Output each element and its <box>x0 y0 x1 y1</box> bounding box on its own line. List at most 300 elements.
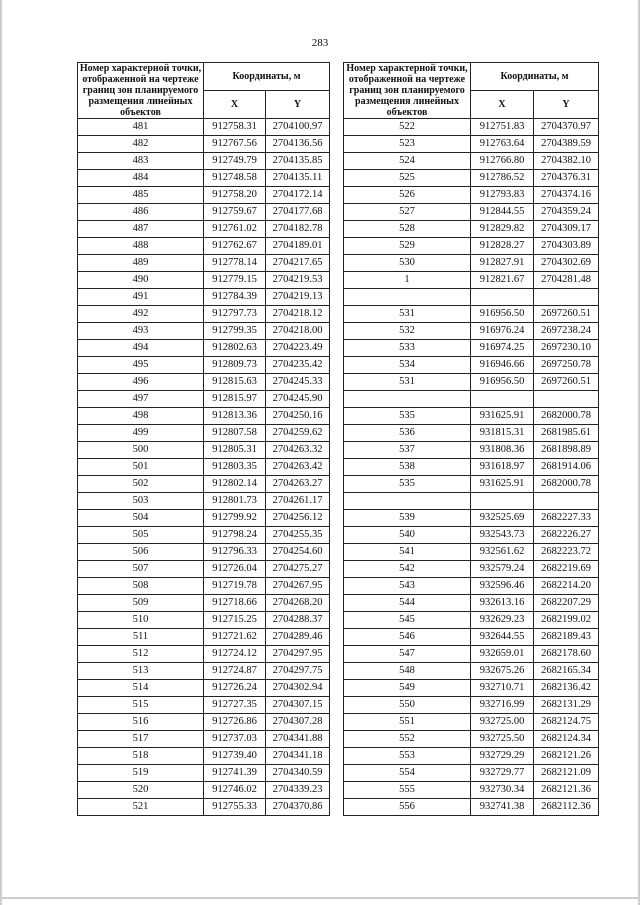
point-number-header: Номер характерной точки, отображенной на чертеже границ зон планируемого размещения линейных объектов <box>78 63 204 119</box>
table-row <box>344 187 599 204</box>
point-number-cell: 505 <box>78 527 204 544</box>
point-number-cell: 537 <box>344 442 471 459</box>
y-coordinate-cell: 2704100.97 <box>266 119 330 136</box>
y-coordinate-cell: 2704302.69 <box>534 255 599 272</box>
table-row <box>344 697 599 714</box>
point-number-cell: 520 <box>78 782 204 799</box>
y-coordinate-cell: 2704297.95 <box>266 646 330 663</box>
table-row <box>344 442 599 459</box>
y-coordinate-cell: 2704307.15 <box>266 697 330 714</box>
x-coordinate-cell: 912746.02 <box>204 782 266 799</box>
point-number-cell: 509 <box>78 595 204 612</box>
x-coordinate-cell: 912719.78 <box>204 578 266 595</box>
x-coordinate-cell: 932644.55 <box>471 629 534 646</box>
table-row <box>344 204 599 221</box>
table-row <box>344 408 599 425</box>
point-number-cell: 493 <box>78 323 204 340</box>
y-coordinate-cell: 2704219.53 <box>266 272 330 289</box>
x-coordinate-cell: 912715.25 <box>204 612 266 629</box>
point-number-cell <box>344 391 471 408</box>
y-coordinate-cell: 2704235.42 <box>266 357 330 374</box>
point-number-cell: 539 <box>344 510 471 527</box>
x-coordinate-cell: 912718.66 <box>204 595 266 612</box>
y-coordinate-cell: 2697230.10 <box>534 340 599 357</box>
y-coordinate-cell: 2704255.35 <box>266 527 330 544</box>
x-coordinate-cell: 931815.31 <box>471 425 534 442</box>
table-row <box>344 510 599 527</box>
x-coordinate-cell: 912828.27 <box>471 238 534 255</box>
y-coordinate-cell: 2704382.10 <box>534 153 599 170</box>
point-number-cell: 514 <box>78 680 204 697</box>
table-row <box>344 153 599 170</box>
x-coordinate-cell: 912751.83 <box>471 119 534 136</box>
table-row <box>78 646 330 663</box>
point-number-cell: 531 <box>344 306 471 323</box>
y-coordinate-cell: 2704245.90 <box>266 391 330 408</box>
table-row <box>78 544 330 561</box>
point-number-cell: 554 <box>344 765 471 782</box>
x-coordinate-cell: 912726.04 <box>204 561 266 578</box>
x-coordinate-cell: 912762.67 <box>204 238 266 255</box>
point-number-cell: 535 <box>344 476 471 493</box>
table-row <box>78 731 330 748</box>
x-coordinate-cell: 912821.67 <box>471 272 534 289</box>
x-coordinate-cell: 912759.67 <box>204 204 266 221</box>
table-row <box>78 204 330 221</box>
x-coordinate-cell <box>471 289 534 306</box>
x-coordinate-cell: 912793.83 <box>471 187 534 204</box>
point-number-cell: 546 <box>344 629 471 646</box>
y-coordinate-cell: 2682112.36 <box>534 799 599 816</box>
y-coordinate-cell: 2697250.78 <box>534 357 599 374</box>
x-coordinate-cell: 931625.91 <box>471 476 534 493</box>
table-row <box>78 238 330 255</box>
point-number-cell: 533 <box>344 340 471 357</box>
point-number-cell: 526 <box>344 187 471 204</box>
point-number-cell: 492 <box>78 306 204 323</box>
y-coordinate-cell: 2704263.42 <box>266 459 330 476</box>
table-row <box>344 221 599 238</box>
table-row <box>344 170 599 187</box>
point-number-cell: 483 <box>78 153 204 170</box>
point-number-cell: 495 <box>78 357 204 374</box>
point-number-cell: 545 <box>344 612 471 629</box>
x-coordinate-cell: 912799.92 <box>204 510 266 527</box>
y-coordinate-cell: 2704370.86 <box>266 799 330 816</box>
table-row <box>78 391 330 408</box>
x-coordinate-cell: 912767.56 <box>204 136 266 153</box>
point-number-header: Номер характерной точки, отображенной на чертеже границ зон планируемого размещения линейных объектов <box>344 63 471 119</box>
y-coordinate-cell: 2704189.01 <box>266 238 330 255</box>
point-number-cell: 485 <box>78 187 204 204</box>
point-number-cell: 540 <box>344 527 471 544</box>
x-coordinate-cell: 912726.86 <box>204 714 266 731</box>
table-row <box>78 323 330 340</box>
point-number-cell: 500 <box>78 442 204 459</box>
y-coordinate-cell: 2682207.29 <box>534 595 599 612</box>
table-row <box>344 527 599 544</box>
table-row <box>78 119 330 136</box>
point-number-cell: 556 <box>344 799 471 816</box>
y-coordinate-cell: 2704217.65 <box>266 255 330 272</box>
y-coordinate-cell: 2704256.12 <box>266 510 330 527</box>
table-row <box>344 476 599 493</box>
point-number-cell: 531 <box>344 374 471 391</box>
point-number-cell: 543 <box>344 578 471 595</box>
y-coordinate-cell: 2704374.16 <box>534 187 599 204</box>
x-coordinate-cell: 912755.33 <box>204 799 266 816</box>
point-number-cell: 552 <box>344 731 471 748</box>
y-coordinate-cell: 2704341.88 <box>266 731 330 748</box>
table-row <box>78 187 330 204</box>
y-coordinate-cell: 2704218.00 <box>266 323 330 340</box>
table-row <box>344 646 599 663</box>
y-coordinate-cell: 2704302.94 <box>266 680 330 697</box>
y-coordinate-cell: 2704359.24 <box>534 204 599 221</box>
x-coordinate-cell: 912748.58 <box>204 170 266 187</box>
y-coordinate-cell: 2682178.60 <box>534 646 599 663</box>
point-number-cell: 528 <box>344 221 471 238</box>
x-coordinate-cell: 912724.12 <box>204 646 266 663</box>
table-body-left <box>78 119 330 816</box>
table-row <box>78 629 330 646</box>
table-row <box>344 748 599 765</box>
point-number-cell: 541 <box>344 544 471 561</box>
y-coordinate-cell: 2682227.33 <box>534 510 599 527</box>
y-coordinate-cell: 2704340.59 <box>266 765 330 782</box>
y-coordinate-cell: 2704223.49 <box>266 340 330 357</box>
point-number-cell: 519 <box>78 765 204 782</box>
table-row <box>344 425 599 442</box>
x-coordinate-cell: 912827.91 <box>471 255 534 272</box>
table-row <box>78 170 330 187</box>
table-row <box>344 255 599 272</box>
table-row <box>344 799 599 816</box>
x-coordinate-cell: 912798.24 <box>204 527 266 544</box>
x-coordinate-cell: 932525.69 <box>471 510 534 527</box>
y-coordinate-cell: 2682214.20 <box>534 578 599 595</box>
point-number-cell: 529 <box>344 238 471 255</box>
x-coordinate-cell: 916946.66 <box>471 357 534 374</box>
table-row <box>344 765 599 782</box>
point-number-cell: 482 <box>78 136 204 153</box>
point-number-cell: 553 <box>344 748 471 765</box>
x-coordinate-cell: 912807.58 <box>204 425 266 442</box>
table-row <box>78 459 330 476</box>
x-coordinate-cell: 932725.00 <box>471 714 534 731</box>
table-row <box>344 578 599 595</box>
x-coordinate-cell: 932729.29 <box>471 748 534 765</box>
table-row <box>78 442 330 459</box>
y-coordinate-cell: 2697238.24 <box>534 323 599 340</box>
y-coordinate-cell: 2704389.59 <box>534 136 599 153</box>
point-number-cell: 532 <box>344 323 471 340</box>
x-coordinate-cell: 912779.15 <box>204 272 266 289</box>
point-number-cell: 504 <box>78 510 204 527</box>
y-coordinate-cell: 2704376.31 <box>534 170 599 187</box>
x-coordinate-cell: 912778.14 <box>204 255 266 272</box>
point-number-cell: 481 <box>78 119 204 136</box>
table-row <box>344 629 599 646</box>
point-number-cell: 549 <box>344 680 471 697</box>
point-number-cell: 512 <box>78 646 204 663</box>
table-row <box>78 425 330 442</box>
y-coordinate-cell: 2682136.42 <box>534 680 599 697</box>
y-coordinate-cell: 2682219.69 <box>534 561 599 578</box>
table-row <box>344 544 599 561</box>
table-row <box>344 493 599 510</box>
y-coordinate-cell: 2682223.72 <box>534 544 599 561</box>
point-number-cell <box>344 493 471 510</box>
point-number-cell: 496 <box>78 374 204 391</box>
table-row <box>344 663 599 680</box>
point-number-cell: 535 <box>344 408 471 425</box>
x-coordinate-cell: 932716.99 <box>471 697 534 714</box>
y-coordinate-cell: 2704281.48 <box>534 272 599 289</box>
point-number-cell: 548 <box>344 663 471 680</box>
table-row <box>78 527 330 544</box>
y-coordinate-cell: 2704297.75 <box>266 663 330 680</box>
point-number-cell: 507 <box>78 561 204 578</box>
x-coordinate-cell: 932729.77 <box>471 765 534 782</box>
point-number-cell <box>344 289 471 306</box>
point-number-cell: 506 <box>78 544 204 561</box>
table-row <box>78 374 330 391</box>
point-number-cell: 503 <box>78 493 204 510</box>
table-row <box>344 459 599 476</box>
x-coordinate-cell: 916976.24 <box>471 323 534 340</box>
y-coordinate-cell: 2704250.16 <box>266 408 330 425</box>
x-coordinate-cell <box>471 391 534 408</box>
x-coordinate-cell: 912802.14 <box>204 476 266 493</box>
point-number-cell: 521 <box>78 799 204 816</box>
x-coordinate-cell: 932741.38 <box>471 799 534 816</box>
scan-edge-left <box>0 0 3 905</box>
y-coordinate-cell: 2704309.17 <box>534 221 599 238</box>
point-number-cell: 484 <box>78 170 204 187</box>
table-row <box>78 765 330 782</box>
table-row <box>78 153 330 170</box>
table-row <box>344 612 599 629</box>
x-coordinate-cell: 912758.31 <box>204 119 266 136</box>
y-coordinate-cell: 2682199.02 <box>534 612 599 629</box>
y-coordinate-cell: 2682124.34 <box>534 731 599 748</box>
y-coordinate-cell: 2682226.27 <box>534 527 599 544</box>
table-row <box>78 289 330 306</box>
x-coordinate-cell: 916956.50 <box>471 374 534 391</box>
x-coordinate-cell: 932725.50 <box>471 731 534 748</box>
point-number-cell: 516 <box>78 714 204 731</box>
table-row <box>344 731 599 748</box>
y-coordinate-cell: 2682189.43 <box>534 629 599 646</box>
table-row <box>344 238 599 255</box>
point-number-cell: 525 <box>344 170 471 187</box>
point-number-cell: 542 <box>344 561 471 578</box>
point-number-cell: 536 <box>344 425 471 442</box>
y-coordinate-cell: 2704219.13 <box>266 289 330 306</box>
x-coordinate-cell: 932730.34 <box>471 782 534 799</box>
x-coordinate-cell: 912721.62 <box>204 629 266 646</box>
table-row <box>78 782 330 799</box>
table-row <box>78 357 330 374</box>
y-coordinate-cell: 2704370.97 <box>534 119 599 136</box>
y-coordinate-cell: 2704307.28 <box>266 714 330 731</box>
table-row <box>344 272 599 289</box>
point-number-cell: 555 <box>344 782 471 799</box>
table-row <box>78 408 330 425</box>
x-coordinate-cell: 932710.71 <box>471 680 534 697</box>
table-row <box>344 714 599 731</box>
point-number-cell: 487 <box>78 221 204 238</box>
table-row <box>78 578 330 595</box>
table-row <box>78 612 330 629</box>
table-row <box>344 357 599 374</box>
x-coordinate-cell: 931618.97 <box>471 459 534 476</box>
table-row <box>344 306 599 323</box>
x-coordinate-cell: 912763.64 <box>471 136 534 153</box>
x-header: X <box>204 91 266 119</box>
point-number-cell: 538 <box>344 459 471 476</box>
y-coordinate-cell: 2704136.56 <box>266 136 330 153</box>
y-coordinate-cell: 2704263.27 <box>266 476 330 493</box>
table-row <box>78 476 330 493</box>
x-coordinate-cell: 931808.36 <box>471 442 534 459</box>
y-coordinate-cell: 2704259.62 <box>266 425 330 442</box>
y-coordinate-cell: 2682121.26 <box>534 748 599 765</box>
x-coordinate-cell: 932659.01 <box>471 646 534 663</box>
x-coordinate-cell: 912786.52 <box>471 170 534 187</box>
y-coordinate-cell: 2682131.29 <box>534 697 599 714</box>
y-coordinate-cell: 2682121.09 <box>534 765 599 782</box>
point-number-cell: 494 <box>78 340 204 357</box>
x-coordinate-cell: 912796.33 <box>204 544 266 561</box>
y-coordinate-cell <box>534 289 599 306</box>
x-header: X <box>471 91 534 119</box>
y-coordinate-cell <box>534 493 599 510</box>
x-coordinate-cell: 932596.46 <box>471 578 534 595</box>
y-coordinate-cell: 2704182.78 <box>266 221 330 238</box>
y-coordinate-cell: 2697260.51 <box>534 306 599 323</box>
point-number-cell: 502 <box>78 476 204 493</box>
point-number-cell: 491 <box>78 289 204 306</box>
y-coordinate-cell: 2704218.12 <box>266 306 330 323</box>
y-coordinate-cell: 2704177.68 <box>266 204 330 221</box>
x-coordinate-cell: 912739.40 <box>204 748 266 765</box>
table-row <box>344 289 599 306</box>
x-coordinate-cell: 912797.73 <box>204 306 266 323</box>
x-coordinate-cell: 912799.35 <box>204 323 266 340</box>
page-number: 283 <box>311 37 329 49</box>
table-row <box>344 136 599 153</box>
point-number-cell: 490 <box>78 272 204 289</box>
point-number-cell: 550 <box>344 697 471 714</box>
y-coordinate-cell: 2682165.34 <box>534 663 599 680</box>
table-row <box>344 595 599 612</box>
x-coordinate-cell: 931625.91 <box>471 408 534 425</box>
point-number-cell: 508 <box>78 578 204 595</box>
x-coordinate-cell: 916956.50 <box>471 306 534 323</box>
y-header: Y <box>534 91 599 119</box>
x-coordinate-cell: 912758.20 <box>204 187 266 204</box>
table-row <box>344 340 599 357</box>
point-number-cell: 534 <box>344 357 471 374</box>
table-body-right <box>344 119 599 816</box>
point-number-cell: 523 <box>344 136 471 153</box>
table-row <box>78 340 330 357</box>
y-coordinate-cell: 2704263.32 <box>266 442 330 459</box>
coordinates-table-left <box>77 62 330 816</box>
y-coordinate-cell: 2704288.37 <box>266 612 330 629</box>
x-coordinate-cell: 912815.97 <box>204 391 266 408</box>
point-number-cell: 513 <box>78 663 204 680</box>
x-coordinate-cell: 912724.87 <box>204 663 266 680</box>
coordinates-header: Координаты, м <box>471 63 599 91</box>
point-number-cell: 489 <box>78 255 204 272</box>
point-number-cell: 488 <box>78 238 204 255</box>
x-coordinate-cell: 912809.73 <box>204 357 266 374</box>
table-row <box>344 374 599 391</box>
x-coordinate-cell: 916974.25 <box>471 340 534 357</box>
point-number-cell: 498 <box>78 408 204 425</box>
point-number-cell: 486 <box>78 204 204 221</box>
coordinates-header: Координаты, м <box>204 63 330 91</box>
x-coordinate-cell: 912749.79 <box>204 153 266 170</box>
y-coordinate-cell: 2704267.95 <box>266 578 330 595</box>
x-coordinate-cell: 932675.26 <box>471 663 534 680</box>
x-coordinate-cell: 912815.63 <box>204 374 266 391</box>
y-coordinate-cell: 2681914.06 <box>534 459 599 476</box>
point-number-cell: 510 <box>78 612 204 629</box>
point-number-cell: 524 <box>344 153 471 170</box>
table-row <box>78 595 330 612</box>
x-coordinate-cell: 932613.16 <box>471 595 534 612</box>
point-number-cell: 501 <box>78 459 204 476</box>
point-number-cell: 522 <box>344 119 471 136</box>
y-coordinate-cell: 2704135.11 <box>266 170 330 187</box>
x-coordinate-cell: 932543.73 <box>471 527 534 544</box>
x-coordinate-cell: 912805.31 <box>204 442 266 459</box>
point-number-cell: 551 <box>344 714 471 731</box>
table-row <box>78 510 330 527</box>
x-coordinate-cell: 912741.39 <box>204 765 266 782</box>
table-row <box>344 782 599 799</box>
table-row <box>344 680 599 697</box>
table-row <box>78 714 330 731</box>
point-number-cell: 518 <box>78 748 204 765</box>
x-coordinate-cell: 932579.24 <box>471 561 534 578</box>
table-row <box>78 697 330 714</box>
x-coordinate-cell: 912803.35 <box>204 459 266 476</box>
y-coordinate-cell: 2704254.60 <box>266 544 330 561</box>
y-coordinate-cell: 2682121.36 <box>534 782 599 799</box>
y-coordinate-cell: 2704172.14 <box>266 187 330 204</box>
scan-edge-bottom <box>0 897 640 899</box>
y-coordinate-cell: 2704303.89 <box>534 238 599 255</box>
table-row <box>344 391 599 408</box>
x-coordinate-cell <box>471 493 534 510</box>
point-number-cell: 497 <box>78 391 204 408</box>
point-number-cell: 527 <box>344 204 471 221</box>
table-row <box>344 119 599 136</box>
y-coordinate-cell: 2704135.85 <box>266 153 330 170</box>
y-header: Y <box>266 91 330 119</box>
y-coordinate-cell: 2704339.23 <box>266 782 330 799</box>
x-coordinate-cell: 912813.36 <box>204 408 266 425</box>
x-coordinate-cell: 912844.55 <box>471 204 534 221</box>
x-coordinate-cell: 912761.02 <box>204 221 266 238</box>
table-row <box>78 136 330 153</box>
table-row <box>344 561 599 578</box>
